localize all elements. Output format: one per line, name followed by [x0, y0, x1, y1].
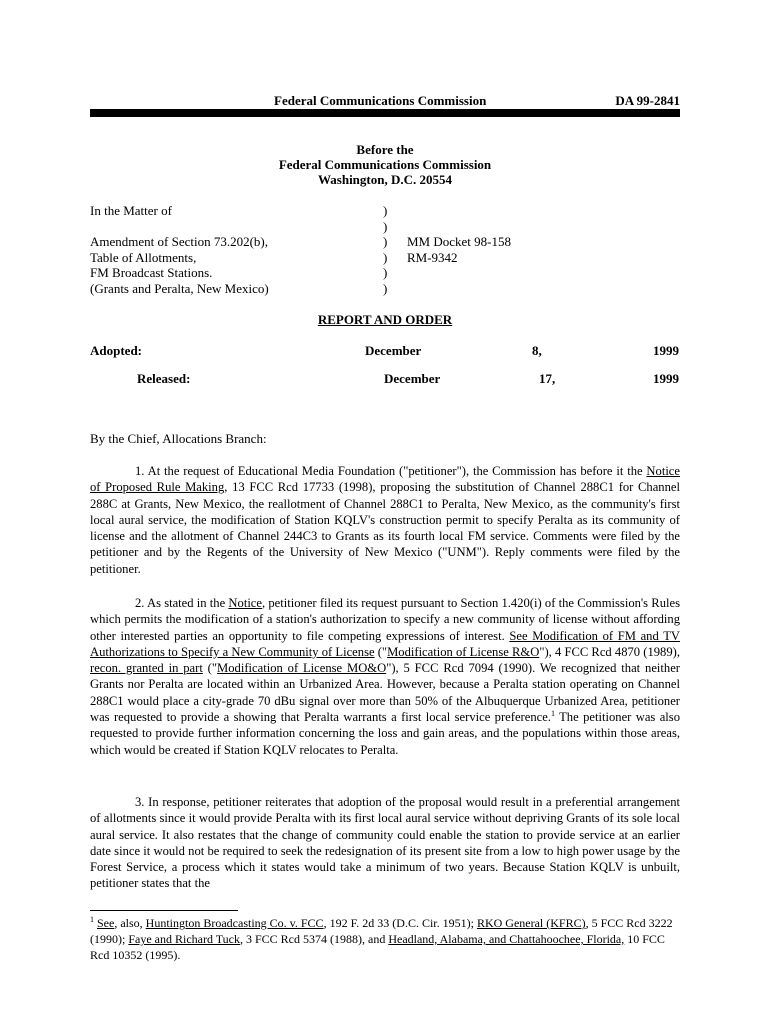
- released-label: Released:: [137, 371, 191, 386]
- caption-line-1: Amendment of Section 73.202(b),: [90, 234, 268, 249]
- paragraph-3: 3. In response, petitioner reiterates that adoption of the proposal would result in a preferential arrangement of allotments since it would provide Peralta with its first local aural service without depriving Grants of its sole local aural service. It also restates that the change of community could enable the station to provide service at an earlier date since it would not be required to seek the redesignation of its present site from a low to high power usage by the Forest Service, a process which it states would take a minimum of two years. Because Station KQLV is unbuilt, petitioner states that the: [90, 795, 680, 891]
- header-rule: [90, 109, 680, 117]
- caption-docket: MM Docket 98-158: [407, 234, 511, 249]
- caption-line-4: (Grants and Peralta, New Mexico): [90, 280, 269, 296]
- header-agency: Federal Communications Commission: [274, 93, 487, 108]
- caption-paren: ): [383, 249, 388, 265]
- header-doc-number: DA 99-2841: [615, 93, 680, 108]
- adopted-label: Adopted:: [90, 343, 143, 358]
- footnote-1: $^1$ See, also, Huntington Broadcasting Co. v. FCC, 192 F. 2d 33 (D.C. Cir. 1951); RKO General (KFRC), 5 FCC Rcd 3222 (1990); Faye and Richard Tuck, 3 FCC Rcd 5374 (1988), and Headland, Alabama, and Chattahoochee, Florida, 10 FCC Rcd 10352 (1995).: [90, 915, 673, 962]
- caption-in-matter: In the Matter of: [90, 203, 172, 218]
- footnote-ref: 1: [550, 708, 555, 718]
- report-title: REPORT AND ORDER: [317, 312, 453, 327]
- title-before: Before the: [356, 142, 414, 157]
- paragraph-1: 1. At the request of Educational Media Foundation ("petitioner"), the Commission has before it the Notice of Proposed Rule Making, 13 FCC Rcd 17733 (1998), proposing the substitution of Channel 288C1 for Channel 288C at Grants, New Mexico, the reallotment of Channel 288C1 to Peralta, New Mexico, as the community's first local aural service, the modification of Station KQLV's construction permit to specify Peralta as its community of license and the allotment of Channel 244C3 to Grants as its fourth local FM service. Comments were filed by the petitioner and by the Regents of the University of New Mexico ("UNM"). Reply comments were filed by the petitioner.: [90, 464, 680, 576]
- paragraph-2: 2. As stated in the Notice, petitioner filed its request pursuant to Section 1.420(i) of the Commission's Rules which permits the modification of a station's authorization to specify a new community of license without affording other interested parties an opportunity to file competing expressions of interest. See Modification of FM and TV Authorizations to Specify a New Community of License ("Modification of License R&O"), 4 FCC Rcd 4870 (1989), recon. granted in part ("Modification of License MO&O"), 5 FCC Rcd 7094 (1990). We recognized that neither Grants nor Peralta are located within an Urbanized Area. However, because a Peralta station operating on Channel 288C1 would place a city-grade 70 dBu signal over more than 50% of the Albuquerque Urbanized Area, petitioner was requested to provide a showing that Peralta warrants a first local service preference.$^1$ The petitioner was also requested to provide further information concerning the loss and gain areas, and the populations within those areas, which would be created if Station KQLV relocates to Peralta.: [90, 596, 681, 757]
- caption-paren: ): [383, 234, 388, 249]
- footnote-rule: [90, 910, 238, 911]
- released-day: 17,: [539, 371, 556, 386]
- released-year: 1999: [653, 371, 679, 386]
- notice-citation-link: Notice of Proposed Rule Making: [90, 464, 680, 495]
- by-line: By the Chief, Allocations Branch:: [90, 431, 267, 446]
- caption-paren: ): [383, 218, 388, 234]
- title-location: Washington, D.C. 20554: [318, 172, 452, 187]
- adopted-month: December: [365, 343, 422, 358]
- caption-paren: ): [383, 265, 388, 280]
- title-agency: Federal Communications Commission: [278, 157, 492, 172]
- caption-rm-number: RM-9342: [407, 249, 458, 265]
- caption-paren: ): [383, 280, 388, 296]
- caption-paren: ): [383, 203, 388, 218]
- adopted-year: 1999: [653, 343, 679, 358]
- released-month: December: [384, 371, 441, 386]
- caption-line-2: Table of Allotments,: [90, 249, 197, 265]
- adopted-day: 8,: [532, 343, 542, 358]
- caption-line-3: FM Broadcast Stations.: [90, 265, 213, 280]
